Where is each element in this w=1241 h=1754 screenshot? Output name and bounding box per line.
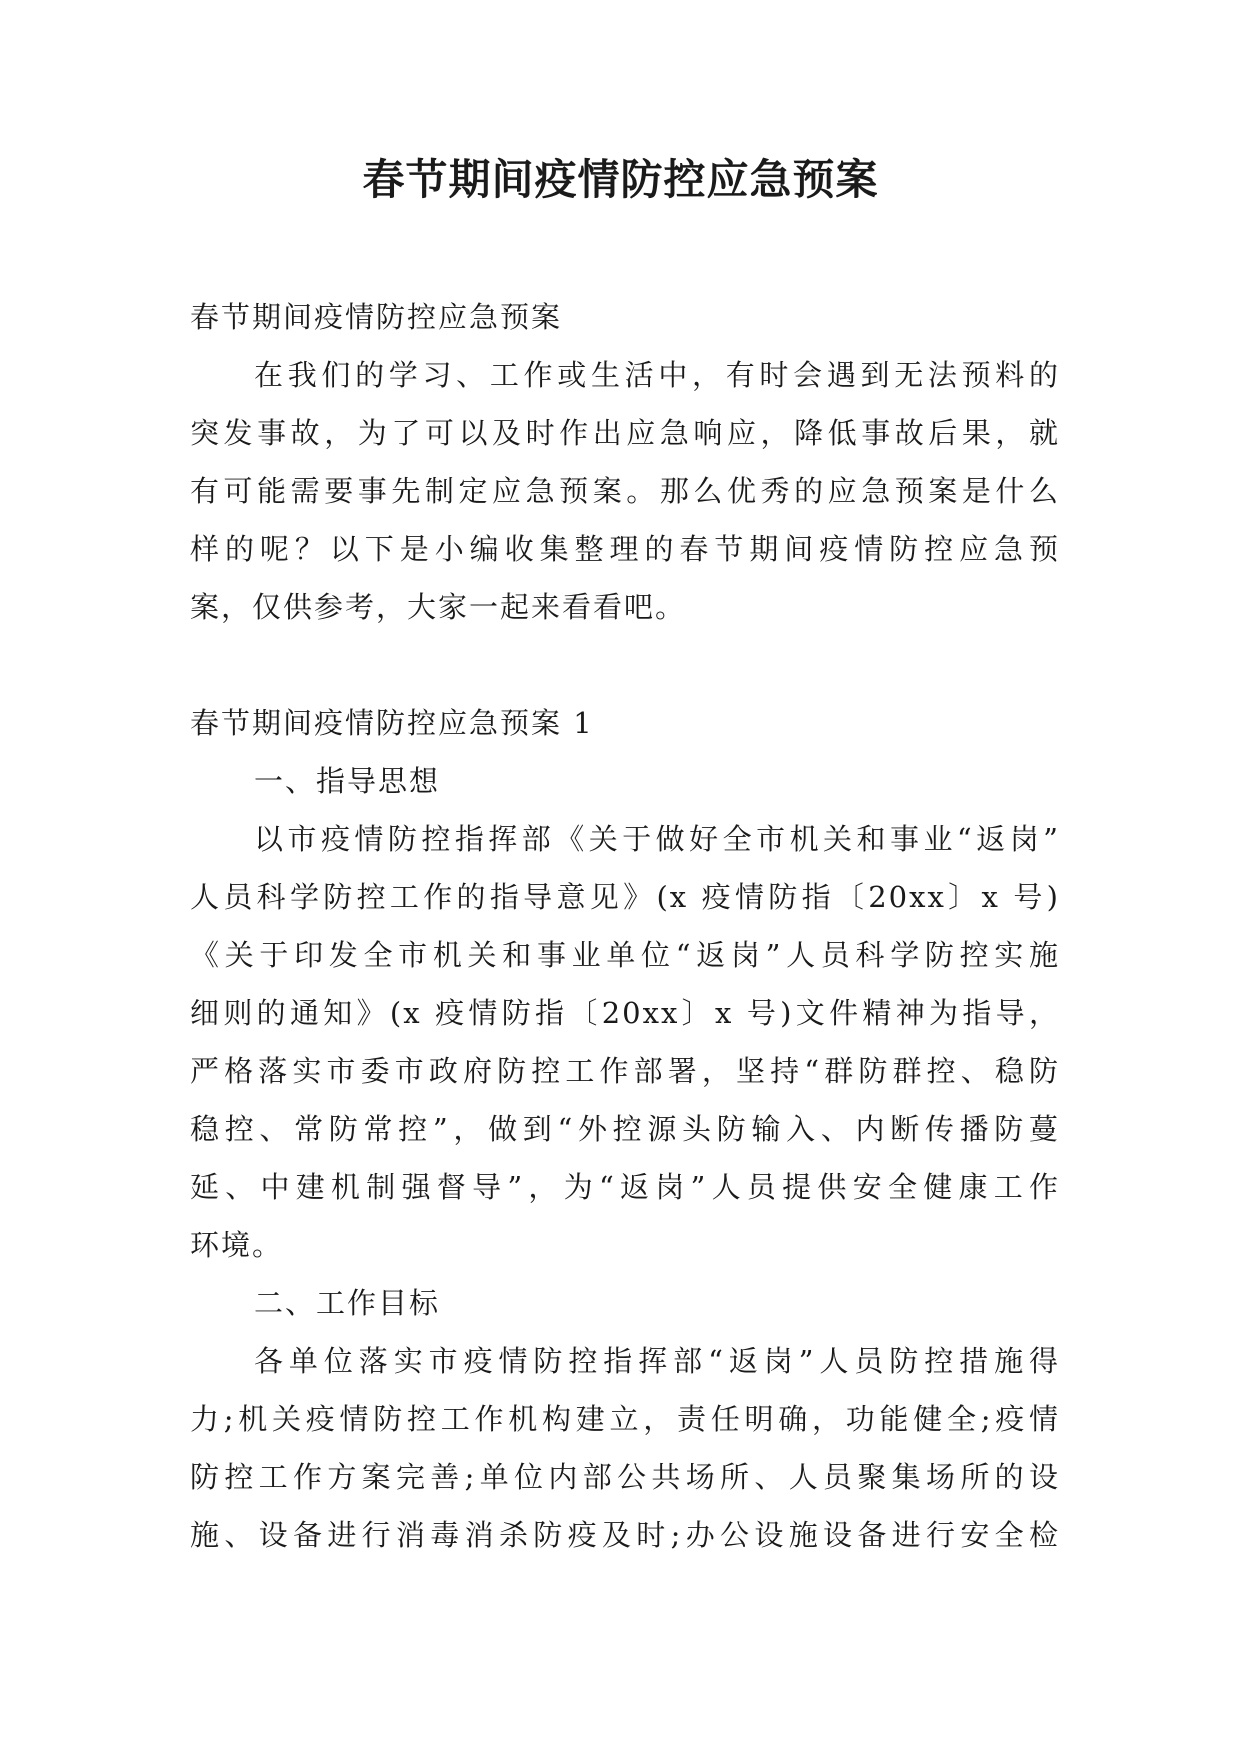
intro-line: 突发事故，为了可以及时作出应急响应，降低事故后果，就 bbox=[190, 416, 1060, 450]
paragraph-line: 施、设备进行消毒消杀防疫及时;办公设施设备进行安全检 bbox=[190, 1518, 1060, 1552]
document-body bbox=[190, 288, 1060, 1564]
paragraph-line: 各单位落实市疫情防控指挥部“返岗”人员防控措施得 bbox=[254, 1344, 1060, 1378]
section-title: 春节期间疫情防控应急预案 1 bbox=[190, 706, 594, 740]
heading-guiding-thought: 一、指导思想 bbox=[254, 764, 441, 798]
paragraph-line: 延、中建机制强督导”，为“返岗”人员提供安全健康工作 bbox=[190, 1170, 1060, 1204]
paragraph-line: 力;机关疫情防控工作机构建立，责任明确，功能健全;疫情 bbox=[190, 1402, 1060, 1436]
paragraph-line: 稳控、常防常控”，做到“外控源头防输入、内断传播防蔓 bbox=[190, 1112, 1060, 1146]
paragraph-line: 防控工作方案完善;单位内部公共场所、人员聚集场所的设 bbox=[190, 1460, 1060, 1494]
heading-work-goals: 二、工作目标 bbox=[254, 1286, 441, 1320]
paragraph-line: 《关于印发全市机关和事业单位“返岗”人员科学防控实施 bbox=[190, 938, 1060, 972]
paragraph-line: 以市疫情防控指挥部《关于做好全市机关和事业“返岗” bbox=[254, 822, 1060, 856]
intro-line: 样的呢？以下是小编收集整理的春节期间疫情防控应急预 bbox=[190, 532, 1060, 566]
intro-line: 案，仅供参考，大家一起来看看吧。 bbox=[190, 590, 687, 624]
intro-line: 有可能需要事先制定应急预案。那么优秀的应急预案是什么 bbox=[190, 474, 1060, 508]
paragraph-line: 细则的通知》(x 疫情防指〔20xx〕x 号)文件精神为指导， bbox=[190, 996, 1060, 1030]
paragraph-line: 严格落实市委市政府防控工作部署，坚持“群防群控、稳防 bbox=[190, 1054, 1060, 1088]
document-title: 春节期间疫情防控应急预案 bbox=[362, 155, 879, 204]
paragraph-gap bbox=[190, 636, 1060, 694]
paragraph-line: 人员科学防控工作的指导意见》(x 疫情防指〔20xx〕x 号) bbox=[190, 880, 1060, 914]
intro-line: 在我们的学习、工作或生活中，有时会遇到无法预料的 bbox=[254, 358, 1060, 392]
subtitle: 春节期间疫情防控应急预案 bbox=[190, 300, 563, 334]
paragraph-line: 环境。 bbox=[190, 1228, 284, 1262]
